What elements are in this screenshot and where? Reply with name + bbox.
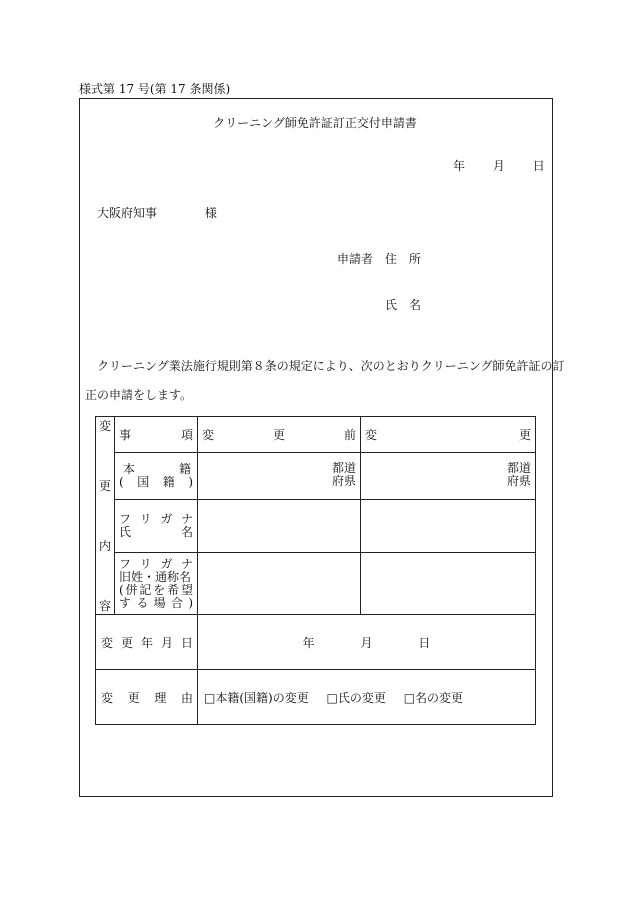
note-char: 希 [167,582,180,597]
header-before-char: 更 [272,428,285,442]
note-char: る [136,595,149,610]
furigana-char: リ [139,556,152,571]
header-item [115,417,198,453]
header-before-char: 前 [343,428,356,442]
applicant-label: 申請者 [337,252,374,266]
header-item-char: 事 [119,428,132,442]
furigana-char: リ [139,512,152,526]
reason-char: 更 [127,690,140,705]
side-char: 更 [98,478,111,493]
furigana-char: ナ [180,512,193,526]
name-char: 氏 [119,525,132,539]
header-item-char: 項 [180,428,193,442]
reason-checkbox-honseki[interactable]: □本籍(国籍)の変更 [204,690,309,705]
date-line [453,157,545,174]
note-char: 記 [139,582,152,597]
reason-char: 由 [180,690,193,705]
change-date-year: 年 [302,635,315,650]
reason-checkbox-surname[interactable]: □氏の変更 [326,690,386,705]
note-char: を [153,582,166,597]
body-text-line1: クリーニング業法施行規則第８条の規定により、次のとおりクリーニング師免許証の訂 [97,359,565,373]
header-after [361,417,536,453]
addressee [97,204,217,221]
side-char: 変 [98,418,111,433]
kokuseki-char: 籍 [162,475,175,489]
prefecture-suffix: 都道 [331,461,356,475]
former-name-text: 旧姓・通称名 [119,569,192,584]
note-char: ( [119,582,124,597]
note-char: 併 [125,582,138,597]
reason-checkbox-given-name[interactable]: □名の変更 [403,690,464,705]
note-char: 望 [180,582,193,597]
former-name-after-field[interactable] [361,553,536,615]
honseki-label [115,453,198,500]
form-title: クリーニング師免許証訂正交付申請書 [213,116,417,130]
name-after-field[interactable] [361,500,536,553]
change-details-table [95,416,536,725]
applicant-address-line [337,250,421,267]
honseki-before-field[interactable] [198,453,361,500]
form-number: 様式第 17 号(第 17 条関係) [79,82,231,96]
change-date-char: 更 [120,635,133,650]
header-after-char: 変 [365,428,378,442]
prefecture-suffix: 都道 [506,461,531,475]
honseki-char: 本 [123,462,136,476]
side-label [96,417,115,615]
reason-label [96,670,198,725]
note-char: 場 [153,595,166,610]
reason-char: 理 [154,690,167,705]
kokuseki-char: ( [119,475,124,489]
header-before [198,417,361,453]
furigana-char: フ [119,512,132,526]
furigana-char: フ [119,556,132,571]
former-name-label [115,553,198,615]
former-name-before-field[interactable] [198,553,361,615]
change-date-month: 月 [360,635,373,650]
change-date-char: 変 [101,635,114,650]
note-char: ) [188,595,193,610]
furigana-char: ナ [180,556,193,571]
note-char: 合 [170,595,183,610]
reason-char: 変 [101,690,114,705]
change-date-field[interactable] [198,615,536,670]
change-date-char: 年 [140,635,153,650]
header-before-char: 変 [202,428,215,442]
date-day-label: 日 [532,159,545,173]
honseki-after-field[interactable] [361,453,536,500]
side-char: 内 [98,538,111,553]
kokuseki-char: ) [188,475,193,489]
furigana-char: ガ [160,512,173,526]
prefecture-suffix: 府県 [331,474,356,488]
side-char: 容 [98,598,111,613]
name-before-field[interactable] [198,500,361,553]
reason-options [198,670,536,725]
kokuseki-char: 国 [137,475,150,489]
prefecture-suffix: 府県 [506,474,531,488]
addressee-name: 大阪府知事 [97,206,158,220]
change-date-day: 日 [418,635,431,650]
body-text-line2: 正の申請をします。 [85,388,193,402]
applicant-name-label: 氏 名 [385,298,422,312]
change-date-char: 日 [180,635,193,650]
addressee-honorific: 様 [204,206,217,220]
applicant-address-label: 住 所 [384,252,421,266]
change-date-char: 月 [160,635,173,650]
date-year-label: 年 [453,159,466,173]
change-date-label [96,615,198,670]
date-month-label: 月 [492,159,505,173]
header-after-char: 更 [518,428,531,442]
furigana-char: ガ [160,556,173,571]
name-char: 名 [180,525,193,539]
furigana-name-label [115,500,198,553]
note-char: す [119,595,132,610]
honseki-char: 籍 [178,462,191,476]
